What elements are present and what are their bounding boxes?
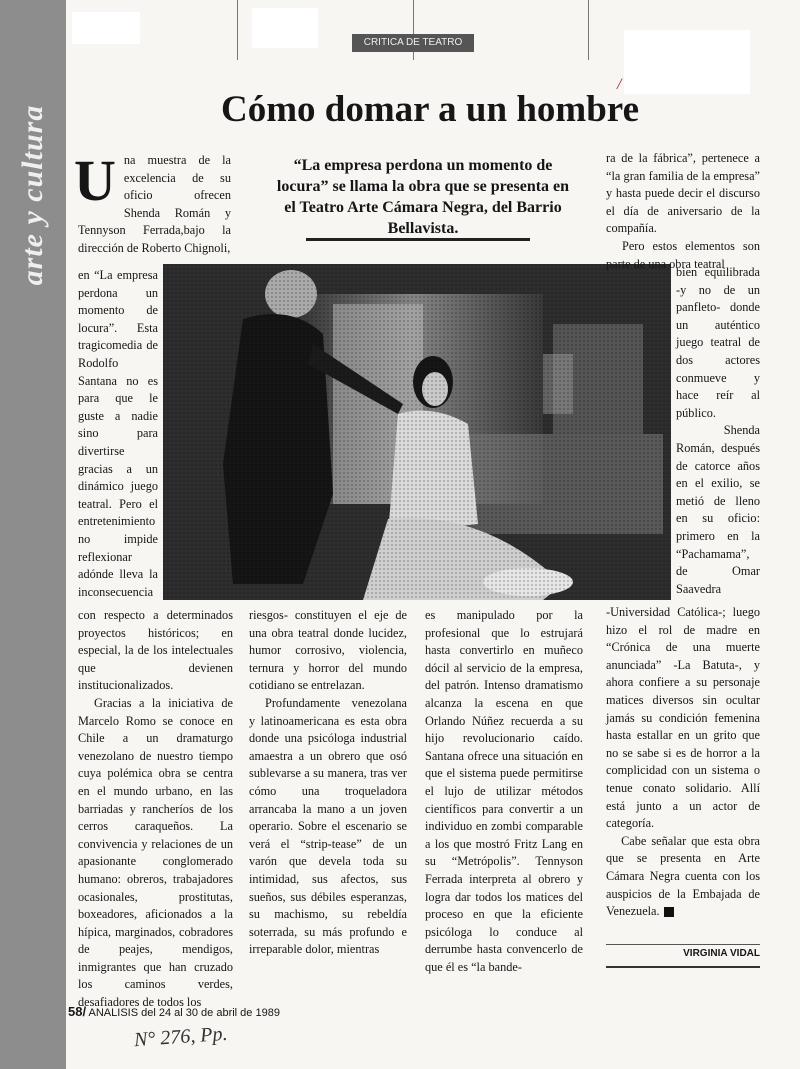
column-rule: [237, 0, 238, 60]
photo-image: [163, 264, 671, 600]
article-title: Cómo domar a un hombre: [220, 89, 639, 130]
article-column-3: [425, 607, 583, 977]
issue-date: ANALISIS del 24 al 30 de abril de 1989: [88, 1007, 280, 1019]
section-tag: CRITICA DE TEATRO: [352, 34, 474, 52]
drop-cap: U: [74, 148, 116, 213]
byline-rule: [606, 944, 760, 945]
handwritten-note: N° 276, Pp.: [133, 1022, 229, 1052]
paragraph: es manipulado por la profesional que lo estrujará hasta convertirlo en muñeco dócil al servicio de la empresa, del patrón. Intenso dramatismo alcanza la escena en que Orlando Núñez recuerda a su hijo revolucionario caído. Santana ofrece una situación en que el sistema puede permitirse el lujo de utilizar métodos científicos para convertir a un individuo en zombi comparable a los que mostró Fritz Lang en su “Metrópolis”. Tennyson Ferrada interpreta al obrero y logra dar todos los matices del proceso en que la eficiente psicóloga lo conduce al derrumbe hasta convencerlo de que él es “la bande-: [425, 608, 583, 974]
article-column-4-top: [606, 150, 760, 271]
page-number: 58/: [68, 1004, 87, 1019]
paragraph: ra de la fábrica”, pertenece a “la gran familia de la empresa” y hasta puede decir el discurso el día de aniversario de la compañía.: [606, 151, 760, 236]
byline-rule: [606, 966, 760, 968]
section-label: arte y cultura: [16, 104, 49, 286]
article-column-1-lower: [78, 607, 233, 1010]
paragraph: con respecto a determinados proyectos históricos; en especial, la de los intelectuales que devienen institucionalizados.: [78, 608, 233, 693]
byline: VIRGINIA VIDAL: [683, 948, 760, 959]
article-column-1-wrap: [78, 267, 158, 607]
lead-paragraph: na muestra de la excelencia de su oficio ofrecen Shenda Román y Tennyson Ferrada,bajo la dirección de Roberto Chignoli,: [78, 153, 231, 255]
tape-patch: [252, 8, 318, 48]
paragraph: Profundamente venezolana y latinoamericana es esta obra donde una psicóloga industrial amaestra a un obrero que osó sublevarse a su manera, tras ver cómo una troqueladora arrancaba la mano a un joven operario. Sobre el escenario se verá el “strip-tease” de un varón que devela toda su intimidad, sus afectos, sus sueños, sus débiles esperanzas, su machismo, su rebeldía soterrada, su más profundo e irreparable dolor, mientras: [249, 695, 407, 957]
paragraph: Pero estos elementos son parte de una obra teatral: [606, 238, 760, 271]
article-column-2: [249, 607, 407, 977]
article-column-4-lower: -Universidad Católica-; luego hizo el rol de madre en “Crónica de una muerte anunciada” -La Batuta-, y ahora confiere a su personaje matices diversos sin ocultar jamás su condición femenina hasta estallar en un grito que no se sabe si es de horror a la complicidad con un sistema o tenue conato solidario. Allí está junto a un actor de categoría. Cabe señalar que esta obra que se presenta en Arte Cámara Negra cuenta con los auspicios de la Embajada de Venezuela.: [606, 605, 760, 919]
paragraph: riesgos- constituyen el eje de una obra teatral donde lucidez, humor corrosivo, violencia, ternura y horror del mundo cotidiano se entrelazan.: [249, 608, 407, 693]
section-sidebar: [0, 0, 66, 1069]
article-column-1-lead: [74, 148, 231, 267]
tape-patch: [72, 12, 140, 44]
article-column-4-wrap: [676, 264, 760, 604]
deck-rule: [306, 238, 530, 241]
paragraph: Gracias a la iniciativa de Marcelo Romo se conoce en Chile a un dramaturgo venezolano de nuestro tiempo cuya polémica obra se centra en el mundo urbano, en las barriadas y rancheríos de los cerros caraqueños. La convivencia y relaciones de un apasionante conglomerado humano: obreros, trabajadores ocasionales, prostitutas, boxeadores, aficionados a la hípica, marginados, cobradores de peajes, mendigos, inmigrantes que han cruzado los caminos verdes, desafiadores de todos los: [78, 695, 233, 1010]
play-scene-photo: [163, 264, 671, 600]
pen-mark: /: [617, 76, 622, 93]
paragraph-wrap: bien equilibrada -y no de un panfleto- donde un auténtico juego teatral de dos actores conmueve y hace reír al público. Shenda Román, después de catorce años en el exilio, se metió de lleno en su oficio: primero en la “Pachamama”, de Omar Saavedra: [676, 265, 760, 596]
page-folio: [68, 1004, 280, 1019]
article-deck: “La empresa perdona un momento de locura” se llama la obra que se presenta en el Teatro Arte Cámara Negra, del Barrio Bellavista.: [276, 157, 570, 237]
column-rule: [588, 0, 589, 60]
tape-patch: [624, 30, 750, 94]
end-mark-icon: [664, 907, 674, 917]
lead-paragraph-continued: en “La empresa perdona un momento de locura”. Esta tragicomedia de Rodolfo Santana no es para que le guste a nadie sino para divertirse gracias a un dinámico juego teatral. Pero el entretenimiento no impide reflexionar adónde lleva la inconsecuencia: [78, 268, 158, 599]
